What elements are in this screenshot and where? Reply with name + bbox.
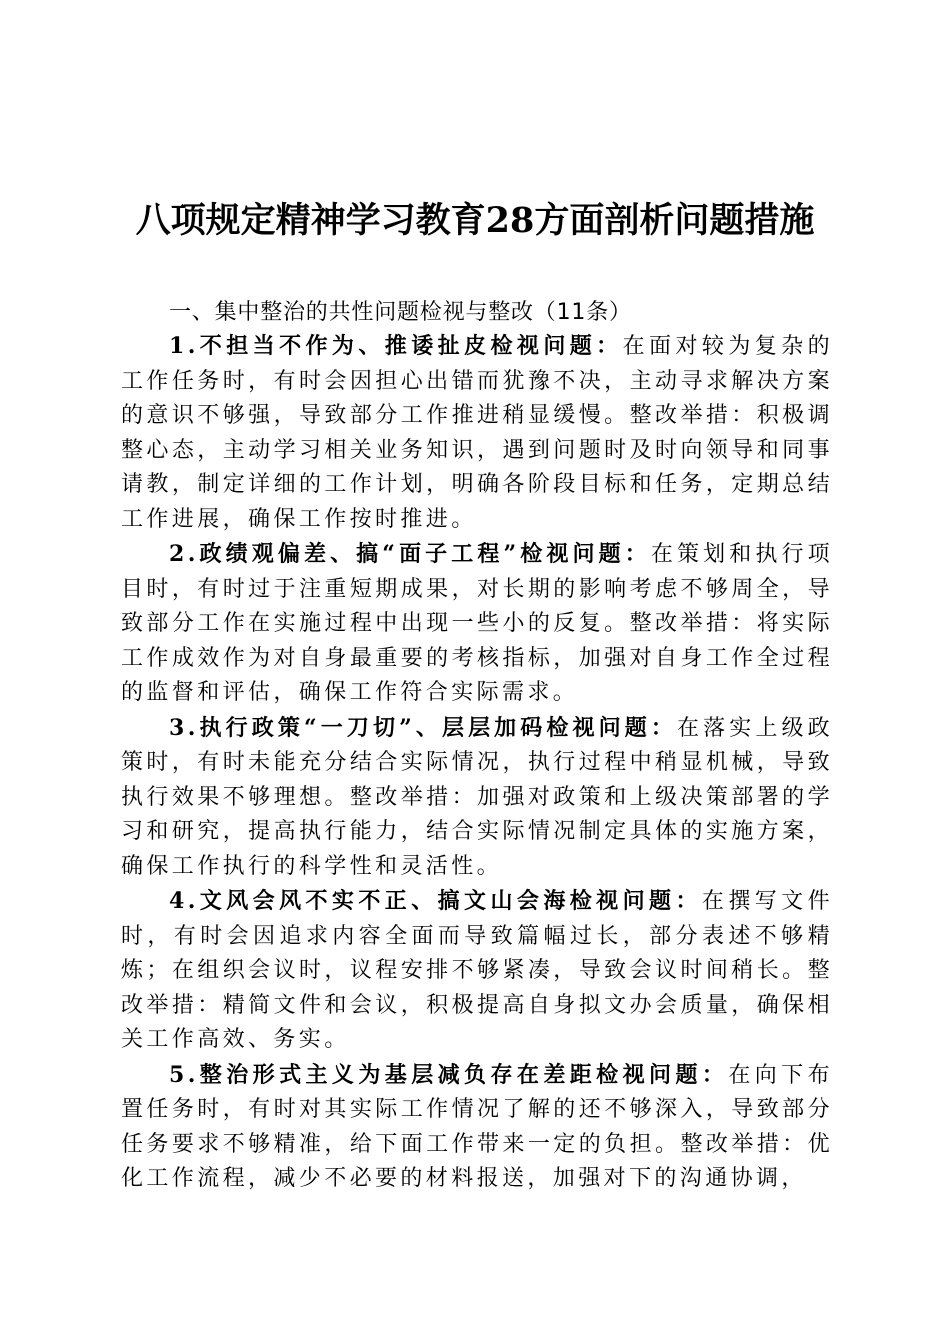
- item-2-label: 2.政绩观偏差、搞“面子工程”检视问题：: [169, 541, 651, 567]
- item-4-paragraph: [121, 884, 833, 1058]
- item-1-text: 在面对较为复杂的工作任务时，有时会因担心出错而犹豫不决，主动寻求解决方案的意识不够强，导致部分工作推进稍显缓慢。整改举措：积极调整心态，主动学习相关业务知识，遇到问题时及时向领导和同事请教，制定详细的工作计划，明确各阶段目标和任务，定期总结工作进展，确保工作按时推进。: [121, 334, 834, 532]
- document-title: 八项规定精神学习教育28方面剖析问题措施: [135, 200, 815, 241]
- item-3-label: 3.执行政策“一刀切”、层层加码检视问题：: [169, 714, 678, 741]
- item-5-label: 5.整治形式主义为基层减负存在差距检视问题：: [169, 1061, 729, 1088]
- item-1-label: 1.不担当不作为、推诿扯皮检视问题：: [169, 333, 623, 359]
- item-3-paragraph: [121, 711, 833, 885]
- item-4-label: 4.文风会风不实不正、搞文山会海检视问题：: [169, 888, 702, 914]
- item-2-paragraph: [121, 537, 833, 711]
- item-1-paragraph: [121, 329, 833, 537]
- item-3-text: 在落实上级政策时，有时未能充分结合实际情况，执行过程中稍显机械，导致执行效果不够理想。整改举措：加强对政策和上级决策部署的学习和研究，提高执行能力，结合实际情况制定具体的实施方案，确保工作执行的科学性和灵活性。: [121, 715, 833, 879]
- item-5-text: 在向下布置任务时，有时对其实际工作情况了解的还不够深入，导致部分任务要求不够精准，给下面工作带来一定的负担。整改举措：优化工作流程，减少不必要的材料报送，加强对下的沟通协调，: [121, 1062, 833, 1191]
- document-body: [121, 296, 833, 1197]
- item-4-text: 在撰写文件时，有时会因追求内容全面而导致篇幅过长，部分表述不够精炼；在组织会议时，议程安排不够紧凑，导致会议时间稍长。整改举措：精简文件和会议，积极提高自身拟文办会质量，确保相关工作高效、务实。: [121, 889, 833, 1052]
- item-5-paragraph: [121, 1058, 833, 1197]
- section-heading: 一、集中整治的共性问题检视与整改（11条）: [169, 300, 632, 325]
- item-2-text: 在策划和执行项目时，有时过于注重短期成果，对长期的影响考虑不够周全，导致部分工作在实施过程中出现一些小的反复。整改举措：将实际工作成效作为对自身最重要的考核指标，加强对自身工作全过程的监督和评估，确保工作符合实际需求。: [121, 542, 833, 705]
